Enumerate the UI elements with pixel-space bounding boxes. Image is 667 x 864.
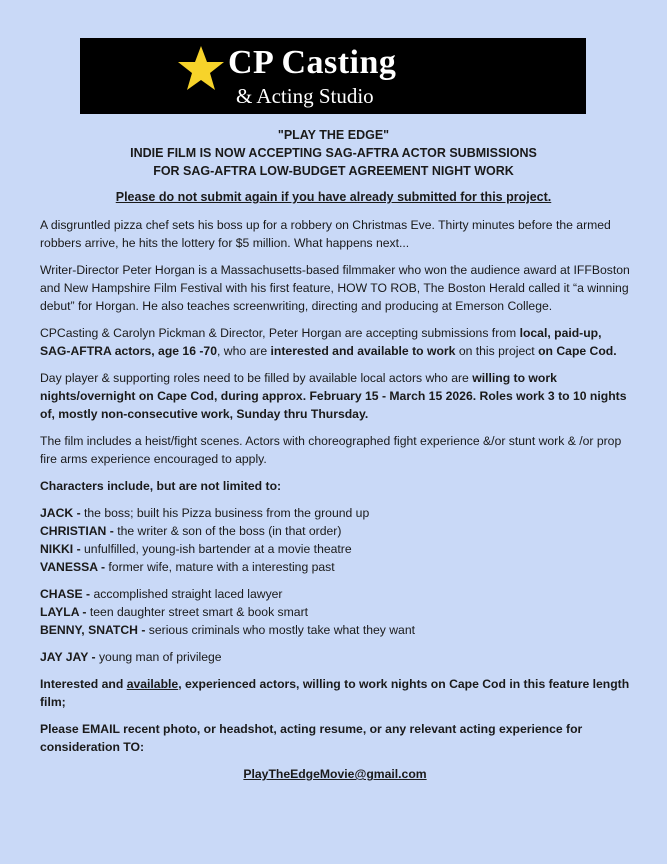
email-instructions <box>40 720 630 756</box>
interested-text-1: Interested and <box>40 677 127 691</box>
character-desc: the boss; built his Pizza business from the ground up <box>84 506 370 520</box>
character-name: VANESSA - <box>40 560 109 574</box>
roles-text-2: . <box>472 389 480 403</box>
logo-title: CP Casting <box>228 44 397 81</box>
character-name: CHRISTIAN - <box>40 524 118 538</box>
character-name: LAYLA - <box>40 605 90 619</box>
fight-paragraph: The film includes a heist/fight scenes. Actors with choreographed fight experience &/or stunt work & /or prop fire arms experience encouraged to apply. <box>40 434 622 466</box>
star-icon <box>176 44 226 92</box>
accepting-bold-2: interested and available to work <box>270 344 456 358</box>
roles-paragraph <box>40 369 630 423</box>
notice-body <box>40 216 630 783</box>
email-instructions-text: Please EMAIL recent photo, or headshot, acting resume, or any relevant acting experience for consideration TO: <box>40 722 583 754</box>
email-link[interactable]: PlayTheEdgeMovie@gmail.com <box>243 767 427 781</box>
character-desc: serious criminals who mostly take what they want <box>148 623 415 637</box>
character-item <box>40 603 630 621</box>
character-desc: young man of privilege <box>98 650 222 664</box>
character-desc: the writer & son of the boss (in that order) <box>117 524 342 538</box>
cp-casting-logo-banner <box>80 38 586 114</box>
roles-bold-1: willing to work nights/overnight on Cape Cod, during approx. February 15 - March 15 2026 <box>40 371 557 403</box>
characters-heading <box>40 477 630 495</box>
character-item <box>40 621 630 639</box>
roles-bold-2: Roles work 3 to 10 nights of, mostly non-consecutive work, Sunday thru Thursday. <box>40 389 627 421</box>
character-item <box>40 504 630 522</box>
character-item <box>40 585 630 603</box>
interested-paragraph <box>40 675 630 711</box>
interested-text-2: , experienced actors, willing to work nights on Cape Cod in this feature length film; <box>40 677 630 709</box>
character-desc: accomplished straight laced lawyer <box>93 587 283 601</box>
director-bio-paragraph: Writer-Director Peter Horgan is a Massachusetts-based filmmaker who won the audience award at IFFBoston and New Hampshire Film Festival with his first feature, HOW TO ROB, The Boston Herald called it “a winning debut” for Horgan. He also teaches screenwriting, directing and producing at Emerson College. <box>40 263 630 313</box>
characters-heading-text: Characters include, but are not limited to: <box>40 479 282 493</box>
roles-text-1: Day player & supporting roles need to be filled by available local actors who are <box>40 371 473 385</box>
character-name: BENNY, SNATCH - <box>40 623 149 637</box>
logo-subtitle: & Acting Studio <box>236 84 374 108</box>
character-name: JAY JAY - <box>40 650 99 664</box>
character-name: CHASE - <box>40 587 94 601</box>
character-group-1 <box>40 504 630 576</box>
character-name: NIKKI - <box>40 542 85 556</box>
character-desc: unfulfilled, young-ish bartender at a movie theatre <box>84 542 352 556</box>
accepting-text-1: CPCasting & Carolyn Pickman & Director, Peter Horgan are accepting submissions from <box>40 326 520 340</box>
synopsis-paragraph: A disgruntled pizza chef sets his boss up for a robbery on Christmas Eve. Thirty minutes before the armed robbers arrive, he hits the lottery for $5 million. What happens next... <box>40 218 611 250</box>
character-item <box>40 648 630 666</box>
character-item <box>40 558 630 576</box>
interested-underlined: available <box>126 677 179 691</box>
character-name: JACK - <box>40 506 85 520</box>
accepting-bold-1: local, paid-up, SAG-AFTRA actors, age 16 -70 <box>40 326 602 358</box>
character-group-2 <box>40 585 630 639</box>
accepting-text-3: on this project <box>455 344 539 358</box>
accepting-paragraph <box>40 324 630 360</box>
character-group-3 <box>40 648 630 666</box>
headline <box>40 126 627 180</box>
character-item <box>40 522 630 540</box>
character-item <box>40 540 630 558</box>
character-desc: teen daughter street smart & book smart <box>89 605 309 619</box>
headline-line-3: FOR SAG-AFTRA LOW-BUDGET AGREEMENT NIGHT WORK <box>153 164 514 178</box>
character-desc: former wife, mature with a interesting past <box>108 560 335 574</box>
accepting-text-2: , who are <box>217 344 271 358</box>
accepting-bold-3: on Cape Cod. <box>538 344 617 358</box>
headline-line-2: INDIE FILM IS NOW ACCEPTING SAG-AFTRA ACTOR SUBMISSIONS <box>130 146 537 160</box>
headline-title: "PLAY THE EDGE" <box>277 128 390 142</box>
resubmission-notice: Please do not submit again if you have already submitted for this project. <box>115 190 552 204</box>
